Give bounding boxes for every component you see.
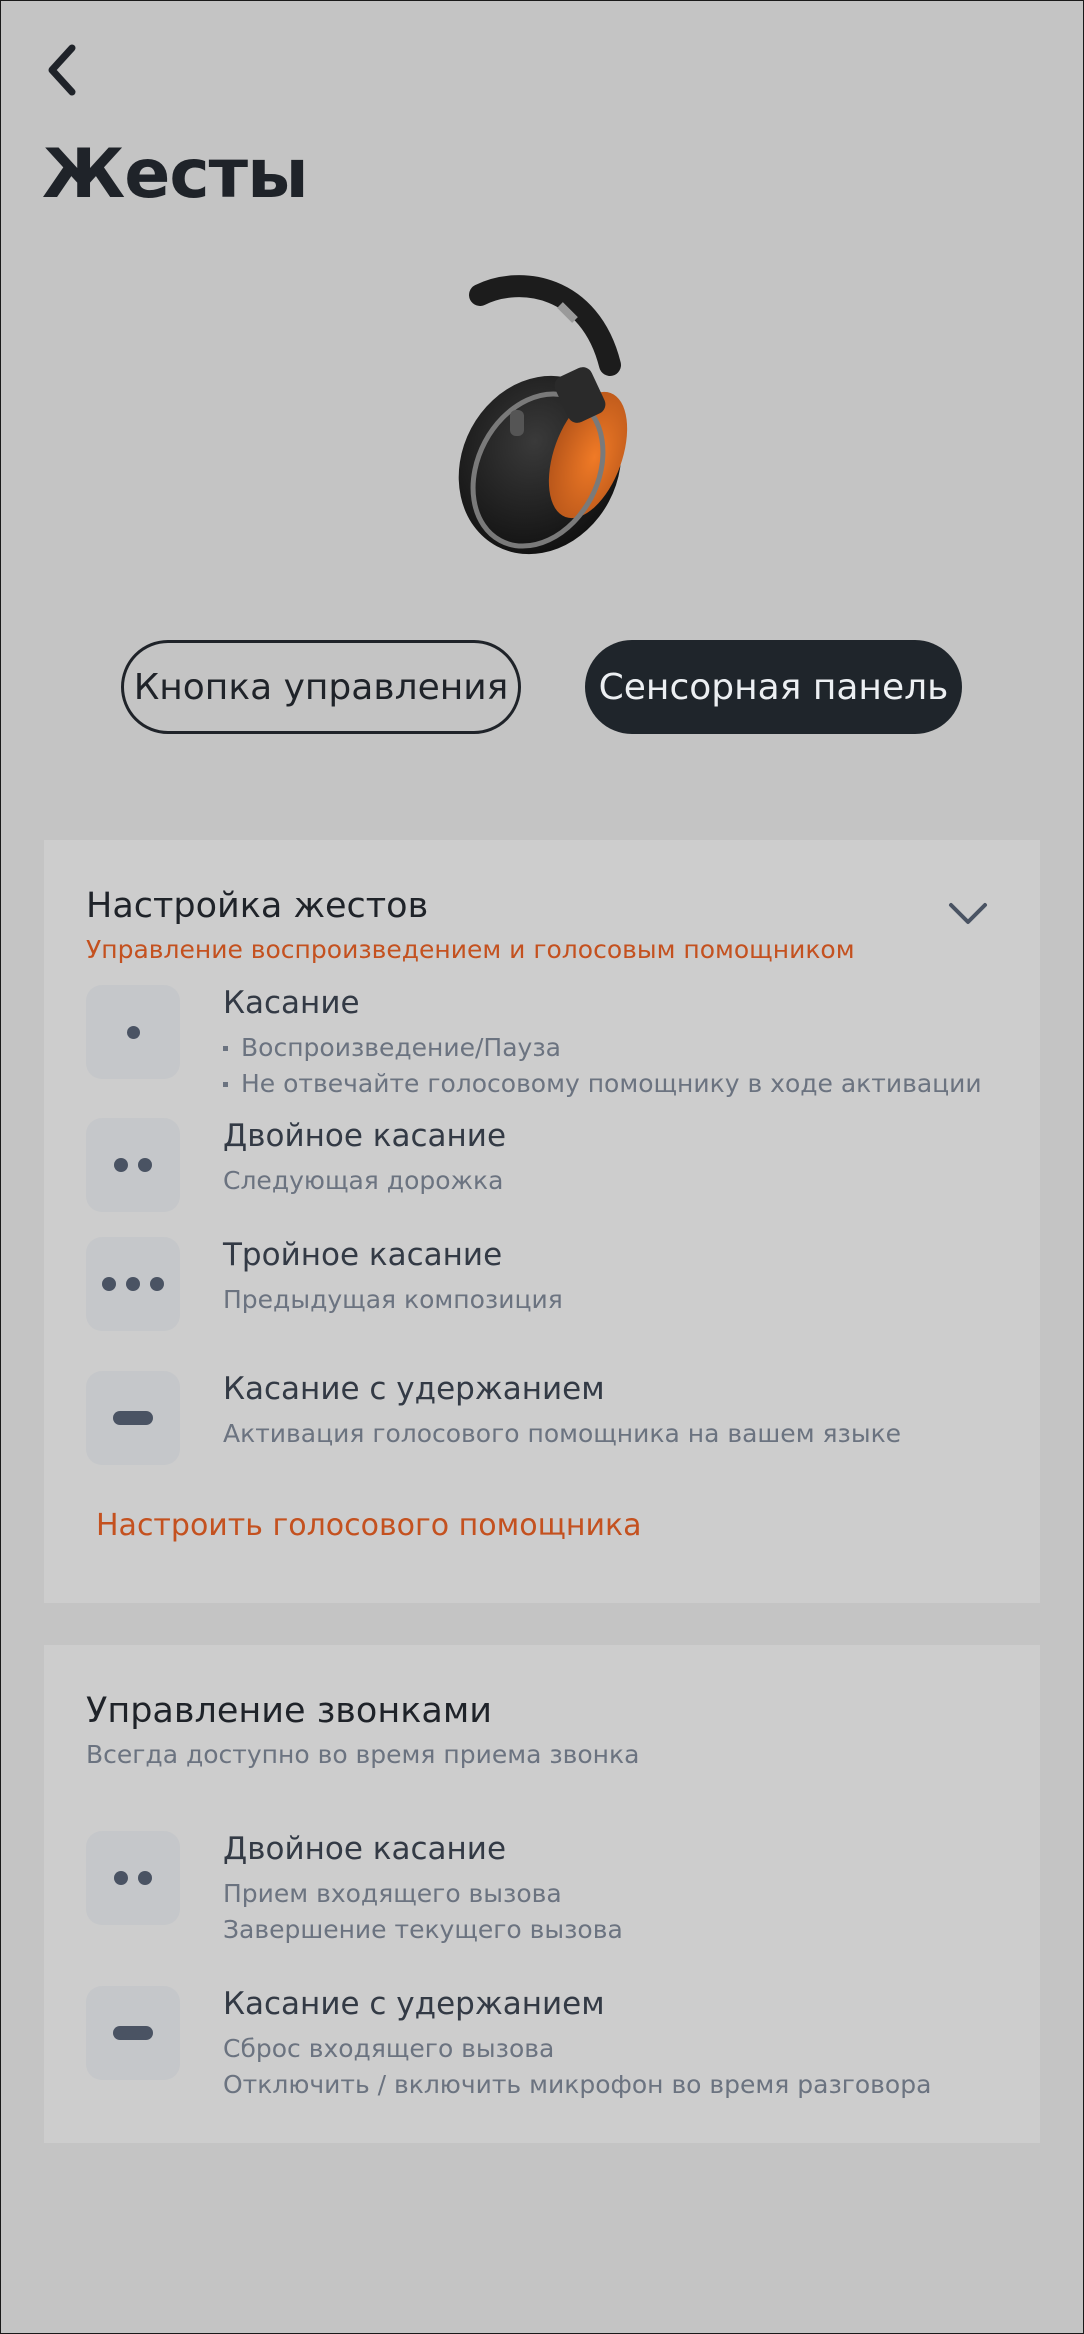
gesture-action: Следующая дорожка: [223, 1166, 504, 1195]
call-control-subtitle: Всегда доступно во время приема звонка: [86, 1740, 640, 1769]
gesture-title: Касание с удержанием: [223, 1986, 605, 2022]
back-button[interactable]: [42, 40, 86, 100]
chevron-left-icon: [42, 40, 86, 100]
gesture-action: Активация голосового помощника на вашем языке: [223, 1419, 902, 1448]
triple-dot-icon: [86, 1237, 180, 1331]
double-dot-icon: [86, 1831, 180, 1925]
chevron-down-icon: [948, 900, 988, 928]
call-control-title: Управление звонками: [86, 1691, 492, 1731]
gesture-row-triple-tap[interactable]: [86, 1237, 1020, 1331]
tab-touch-panel[interactable]: Сенсорная панель: [585, 640, 962, 734]
page-title: Жесты: [42, 135, 308, 214]
gesture-action-bullet: Воспроизведение/Пауза: [223, 1033, 561, 1062]
collapse-button[interactable]: [948, 900, 988, 928]
call-row-double-tap: [86, 1831, 1020, 1951]
long-press-icon: [86, 1371, 180, 1465]
gesture-action: Сброс входящего вызова: [223, 2034, 555, 2063]
gesture-action: Отключить / включить микрофон во время разговора: [223, 2070, 932, 2099]
tab-control-button[interactable]: Кнопка управления: [121, 640, 521, 734]
gesture-title: Двойное касание: [223, 1831, 507, 1867]
call-row-long-press: [86, 1986, 1020, 2106]
configure-voice-assistant-link[interactable]: Настроить голосового помощника: [96, 1508, 642, 1543]
call-control-card: [44, 1645, 1040, 2143]
gesture-action-bullet: Не отвечайте голосовому помощнику в ходе активации: [223, 1069, 982, 1098]
gesture-title: Касание: [223, 985, 360, 1021]
gesture-settings-card: [44, 840, 1040, 1603]
gesture-title: Касание с удержанием: [223, 1371, 605, 1407]
gesture-row-tap[interactable]: [86, 985, 1020, 1105]
gesture-title: Двойное касание: [223, 1118, 507, 1154]
gesture-row-long-press[interactable]: [86, 1371, 1020, 1465]
headphones-image: [440, 275, 640, 565]
single-dot-icon: [86, 985, 180, 1079]
double-dot-icon: [86, 1118, 180, 1212]
gesture-settings-title: Настройка жестов: [86, 886, 429, 926]
gesture-action: Предыдущая композиция: [223, 1285, 563, 1314]
gesture-row-double-tap[interactable]: [86, 1118, 1020, 1212]
gesture-action: Прием входящего вызова: [223, 1879, 562, 1908]
gesture-action: Завершение текущего вызова: [223, 1915, 623, 1944]
gesture-settings-subtitle: Управление воспроизведением и голосовым помощником: [86, 935, 855, 964]
long-press-icon: [86, 1986, 180, 2080]
gesture-title: Тройное касание: [223, 1237, 503, 1273]
